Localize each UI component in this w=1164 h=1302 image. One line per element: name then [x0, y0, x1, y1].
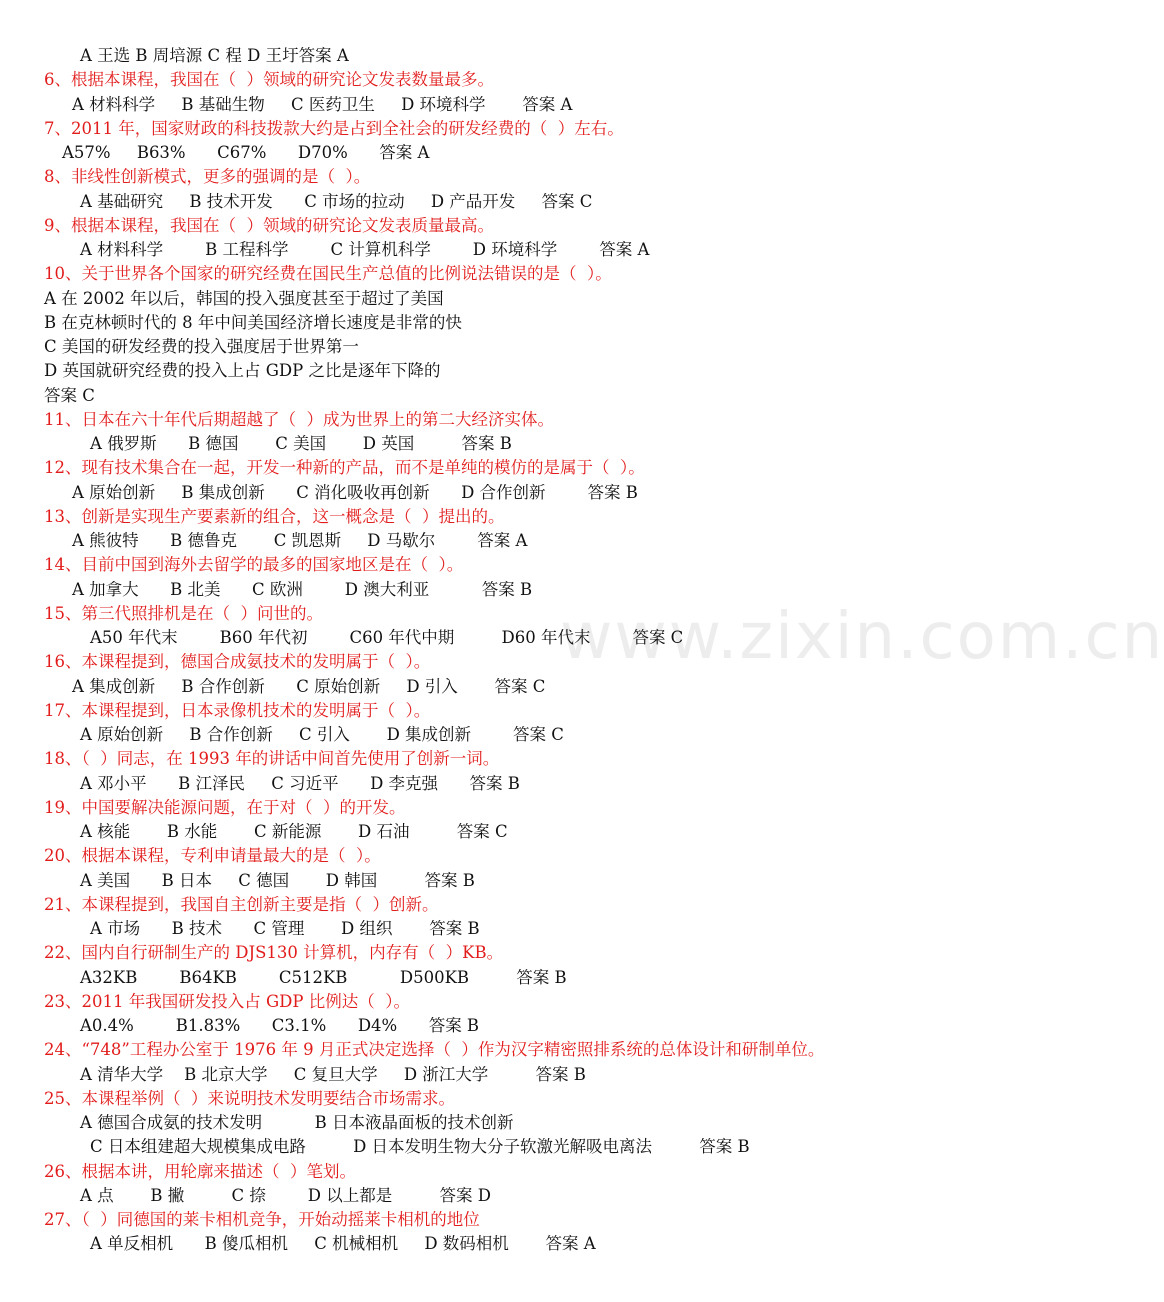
- question-line: 14、目前中国到海外去留学的最多的国家地区是在（ ）。: [44, 555, 464, 575]
- option-line: A 俄罗斯 B 德国 C 美国 D 英国 答案 B: [90, 434, 512, 453]
- question-line: 24、“748”工程办公室于 1976 年 9 月正式决定选择（ ）作为汉字精密照排系统的总体设计和研制单位。: [44, 1040, 825, 1060]
- question-line: 16、本课程提到，德国合成氨技术的发明属于（ ）。: [44, 652, 431, 672]
- option-line: A 王选 B 周培源 C 程 D 王圩答案 A: [80, 46, 349, 65]
- question-line: 18、（ ）同志，在 1993 年的讲话中间首先使用了创新一词。: [44, 749, 500, 769]
- option-line: A 在 2002 年以后，韩国的投入强度甚至于超过了美国: [44, 288, 444, 308]
- question-line: 20、根据本课程，专利申请量最大的是（ ）。: [44, 846, 381, 866]
- watermark: www.zixin.com.cn: [560, 600, 1164, 674]
- question-line: 17、本课程提到，日本录像机技术的发明属于（ ）。: [44, 700, 431, 720]
- question-line: 23、2011 年我国研发投入占 GDP 比例达（ ）。: [44, 991, 410, 1011]
- option-line: A 单反相机 B 傻瓜相机 C 机械相机 D 数码相机 答案 A: [90, 1234, 596, 1254]
- option-line: A 基础研究 B 技术开发 C 市场的拉动 D 产品开发 答案 C: [80, 191, 593, 211]
- option-line: A0.4% B1.83% C3.1% D4% 答案 B: [80, 1016, 480, 1035]
- option-line: 答案 C: [44, 385, 95, 405]
- option-line: A57% B63% C67% D70% 答案 A: [62, 143, 430, 162]
- option-line: A50 年代末 B60 年代初 C60 年代中期 D60 年代末 答案 C: [90, 628, 684, 647]
- option-line: A 清华大学 B 北京大学 C 复旦大学 D 浙江大学 答案 B: [80, 1064, 586, 1084]
- question-line: 26、根据本讲，用轮廓来描述（ ）笔划。: [44, 1161, 356, 1181]
- option-line: A 点 B 撇 C 捺 D 以上都是 答案 D: [80, 1185, 491, 1205]
- option-line: A 原始创新 B 合作创新 C 引入 D 集成创新 答案 C: [80, 725, 564, 744]
- option-line: A 美国 B 日本 C 德国 D 韩国 答案 B: [80, 870, 475, 890]
- question-line: 11、日本在六十年代后期超越了（ ）成为世界上的第二大经济实体。: [44, 409, 554, 429]
- question-line: 13、创新是实现生产要素新的组合，这一概念是（ ）提出的。: [44, 506, 505, 526]
- question-line: 9、根据本课程，我国在（ ）领域的研究论文发表质量最高。: [44, 215, 494, 235]
- question-line: 19、中国要解决能源问题，在于对（ ）的开发。: [44, 797, 406, 817]
- question-line: 27、（ ）同德国的莱卡相机竞争，开始动摇莱卡相机的地位: [44, 1210, 480, 1229]
- option-line: A 集成创新 B 合作创新 C 原始创新 D 引入 答案 C: [72, 676, 546, 696]
- question-line: 12、现有技术集合在一起，开发一种新的产品，而不是单纯的模仿的是属于（ ）。: [44, 458, 645, 478]
- question-line: 21、本课程提到，我国自主创新主要是指（ ）创新。: [44, 894, 439, 914]
- question-line: 10、关于世界各个国家的研究经费在国民生产总值的比例说法错误的是（ ）。: [44, 264, 612, 284]
- option-line: A 加拿大 B 北美 C 欧洲 D 澳大利亚 答案 B: [72, 579, 533, 599]
- option-line: A 材料科学 B 基础生物 C 医药卫生 D 环境科学 答案 A: [72, 94, 573, 114]
- question-line: 8、非线性创新模式，更多的强调的是（ ）。: [44, 167, 371, 187]
- option-line: A 核能 B 水能 C 新能源 D 石油 答案 C: [80, 822, 508, 841]
- question-line: 7、2011 年，国家财政的科技拨款大约是占到全社会的研发经费的（ ）左右。: [44, 118, 624, 138]
- option-line: B 在克林顿时代的 8 年中间美国经济增长速度是非常的快: [44, 312, 462, 332]
- question-line: 22、国内自行研制生产的 DJS130 计算机，内存有（ ）KB。: [44, 943, 504, 963]
- option-line: C 日本组建超大规模集成电路 D 日本发明生物大分子软激光解吸电离法 答案 B: [90, 1137, 750, 1157]
- option-line: A 邓小平 B 江泽民 C 习近平 D 李克强 答案 B: [80, 773, 520, 793]
- option-line: A 德国合成氨的技术发明 B 日本液晶面板的技术创新: [80, 1113, 514, 1132]
- option-line: A 市场 B 技术 C 管理 D 组织 答案 B: [90, 919, 480, 938]
- option-line: A 材料科学 B 工程科学 C 计算机科学 D 环境科学 答案 A: [80, 240, 650, 259]
- question-line: 15、第三代照排机是在（ ）问世的。: [44, 603, 323, 623]
- option-line: D 英国就研究经费的投入上占 GDP 之比是逐年下降的: [44, 361, 441, 381]
- question-line: 25、本课程举例（ ）来说明技术发明要结合市场需求。: [44, 1088, 455, 1108]
- option-line: A 熊彼特 B 德鲁克 C 凯恩斯 D 马歇尔 答案 A: [72, 531, 528, 550]
- option-line: C 美国的研发经费的投入强度居于世界第一: [44, 337, 359, 356]
- option-line: A32KB B64KB C512KB D500KB 答案 B: [80, 967, 567, 987]
- question-line: 6、根据本课程，我国在（ ）领域的研究论文发表数量最多。: [44, 70, 494, 90]
- option-line: A 原始创新 B 集成创新 C 消化吸收再创新 D 合作创新 答案 B: [72, 482, 638, 502]
